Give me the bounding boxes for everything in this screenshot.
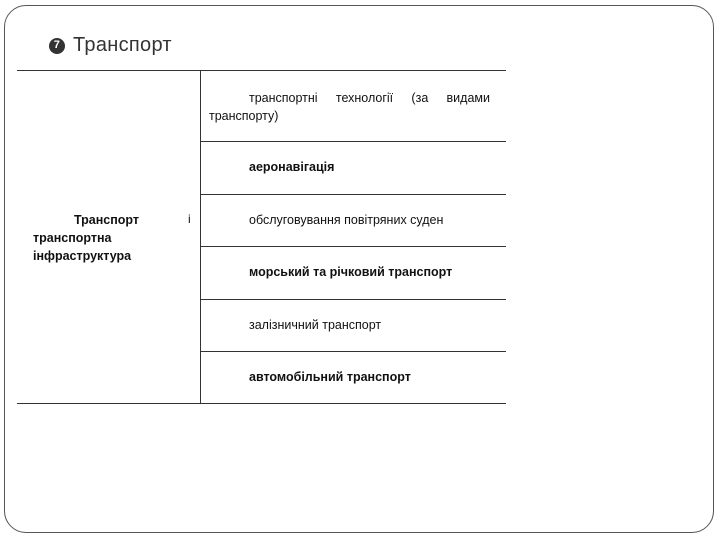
subcategory-text-line1: транспортні технології (за видами [249, 91, 490, 105]
left-category-line2: транспортна [33, 231, 112, 245]
left-category-cell [17, 71, 201, 403]
subcategory-text [209, 89, 490, 125]
subcategory-row [201, 142, 506, 195]
subcategory-column [201, 71, 506, 403]
subcategory-text: залізничний транспорт [249, 318, 382, 332]
subcategory-text: обслуговування повітряних суден [249, 213, 444, 227]
subcategory-text: морський та річковий транспорт [249, 265, 453, 279]
subcategory-row [201, 71, 506, 142]
classification-table [17, 70, 506, 404]
left-category-line3: інфраструктура [33, 249, 132, 263]
left-category-line1: Транспорт [74, 213, 140, 227]
subcategory-row [201, 247, 506, 300]
left-category-text [33, 211, 208, 265]
slide-title [49, 34, 172, 57]
subcategory-row [201, 300, 506, 352]
subcategory-text: автомобільний транспорт [249, 370, 411, 384]
subcategory-text-line2: транспорту) [209, 109, 279, 123]
numbered-bullet-icon: 7 [49, 38, 65, 54]
subcategory-text: аеронавігація [249, 160, 335, 174]
subcategory-row [201, 352, 506, 403]
slide-title-text: Транспорт [73, 34, 172, 56]
left-category-conjunction: і [188, 212, 191, 226]
subcategory-row [201, 195, 506, 247]
